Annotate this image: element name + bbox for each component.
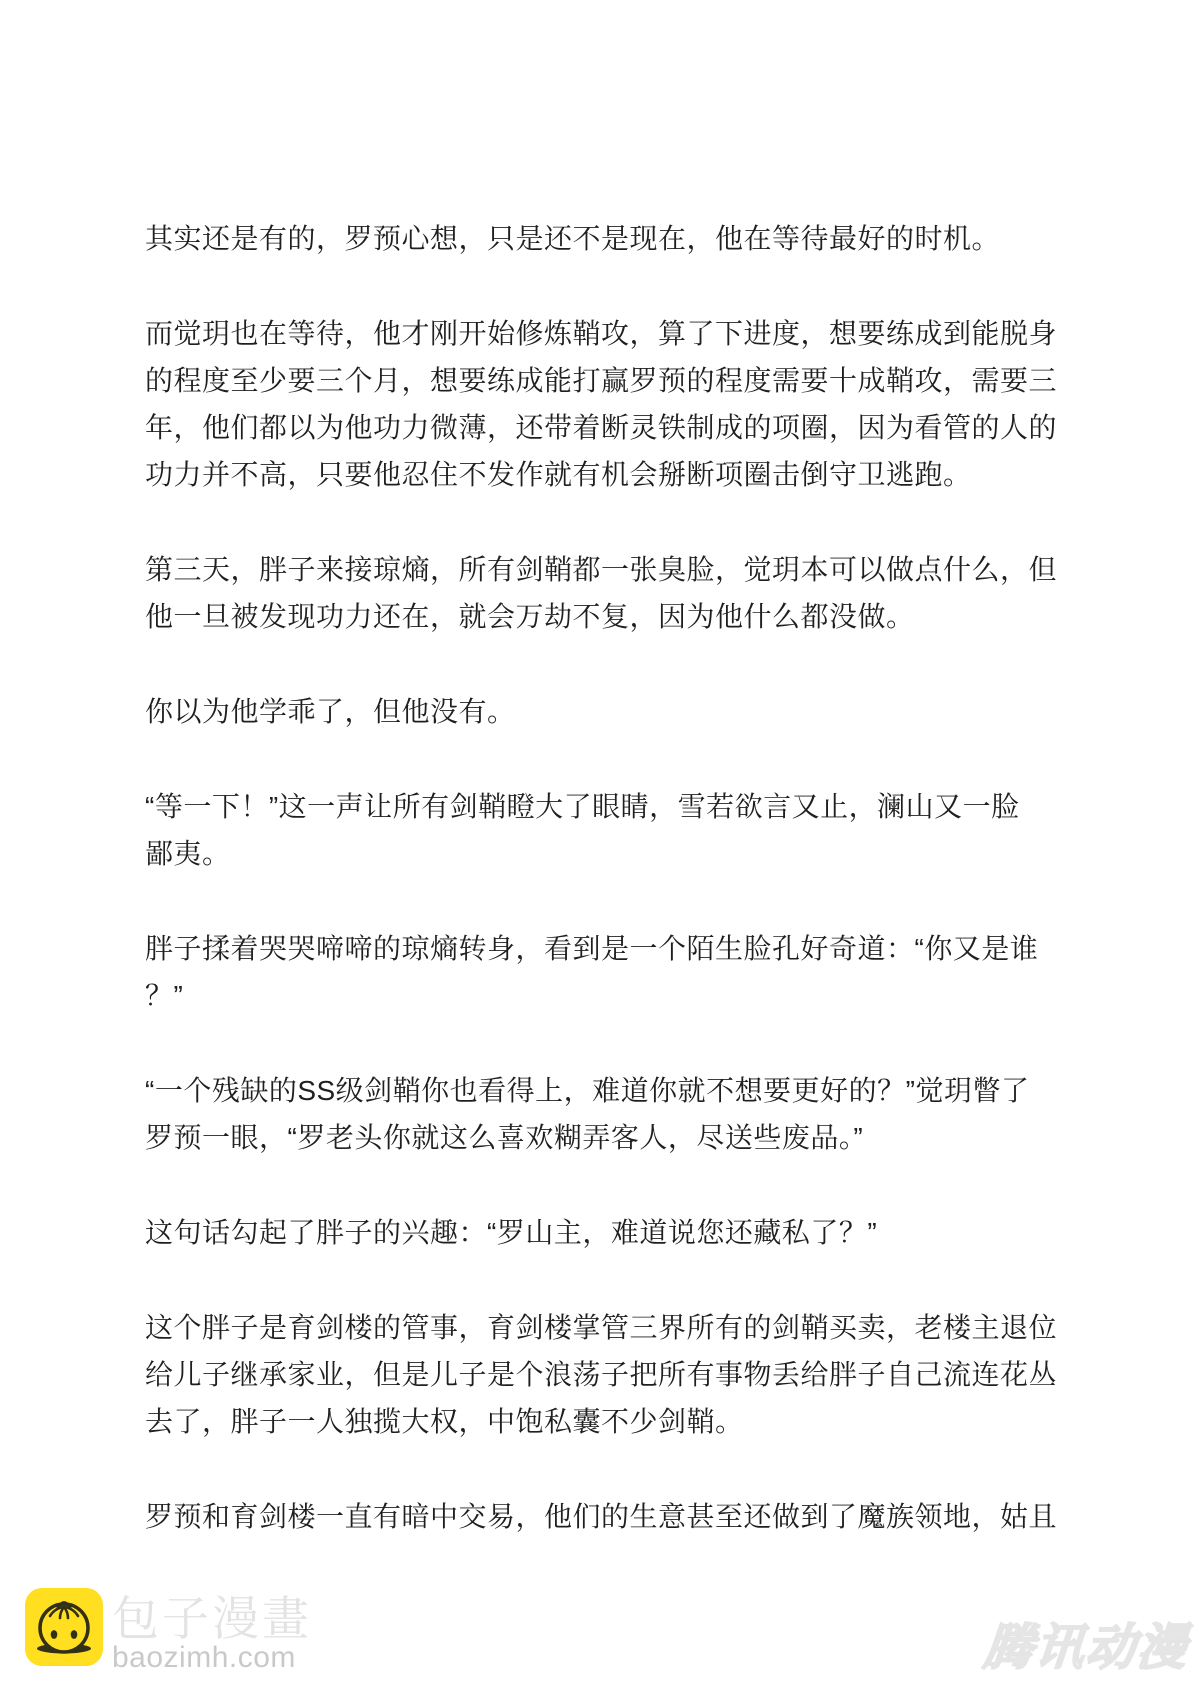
paragraph xyxy=(145,1304,1075,1445)
text-line: 的程度至少要三个月，想要练成能打赢罗预的程度需要十成鞘攻，需要三 xyxy=(145,365,1058,396)
paragraph xyxy=(145,1067,1075,1161)
text-line: 其实还是有的，罗预心想，只是还不是现在，他在等待最好的时机。 xyxy=(145,223,1001,254)
bun-icon xyxy=(25,1588,103,1666)
paragraph xyxy=(145,215,1075,262)
text-line: 给儿子继承家业，但是儿子是个浪荡子把所有事物丢给胖子自己流连花丛 xyxy=(145,1359,1058,1390)
text-line: 年，他们都以为他功力微薄，还带着断灵铁制成的项圈，因为看管的人的 xyxy=(145,412,1058,443)
text-line: 第三天，胖子来接琼熵，所有剑鞘都一张臭脸，觉玥本可以做点什么，但 xyxy=(145,554,1058,585)
paragraph xyxy=(145,783,1075,877)
text-line: “等一下！”这一声让所有剑鞘瞪大了眼睛，雪若欲言又止，澜山又一脸 xyxy=(145,791,1020,822)
paragraph xyxy=(145,688,1075,735)
paragraph xyxy=(145,310,1075,498)
text-line: 这个胖子是育剑楼的管事，育剑楼掌管三界所有的剑鞘买卖，老楼主退位 xyxy=(145,1312,1058,1343)
paragraph xyxy=(145,1493,1075,1540)
text-line: “一个残缺的SS级剑鞘你也看得上，难道你就不想要更好的？”觉玥瞥了 xyxy=(145,1075,1030,1106)
text-line: 鄙夷。 xyxy=(145,838,231,869)
text-line: 罗预和育剑楼一直有暗中交易，他们的生意甚至还做到了魔族领地，姑且 xyxy=(145,1501,1058,1532)
text-line: 功力并不高，只要他忍住不发作就有机会掰断项圈击倒守卫逃跑。 xyxy=(145,459,972,490)
paragraph xyxy=(145,925,1075,1019)
text-line: ？” xyxy=(145,980,184,1011)
baozimh-brand-text xyxy=(112,1588,312,1673)
text-line: 他一旦被发现功力还在，就会万劫不复，因为他什么都没做。 xyxy=(145,601,915,632)
baozimh-logo xyxy=(25,1588,312,1673)
text-line: 你以为他学乖了，但他没有。 xyxy=(145,696,516,727)
text-line: 这句话勾起了胖子的兴趣：“罗山主，难道说您还藏私了？” xyxy=(145,1217,878,1248)
site-name: 包子漫畫 xyxy=(112,1592,312,1645)
text-line: 罗预一眼，“罗老头你就这么喜欢糊弄客人，尽送些废品。” xyxy=(145,1122,864,1153)
text-line: 去了，胖子一人独揽大权，中饱私囊不少剑鞘。 xyxy=(145,1406,744,1437)
paragraph xyxy=(145,1209,1075,1256)
tencent-comics-watermark: 腾讯动漫 xyxy=(981,1621,1191,1675)
text-line: 而觉玥也在等待，他才刚开始修炼鞘攻，算了下进度，想要练成到能脱身 xyxy=(145,318,1058,349)
text-line: 胖子揉着哭哭啼啼的琼熵转身，看到是一个陌生脸孔好奇道：“你又是谁 xyxy=(145,933,1039,964)
text-content xyxy=(145,215,1075,1588)
site-url: baozimh.com xyxy=(112,1641,296,1674)
paragraph xyxy=(145,546,1075,640)
